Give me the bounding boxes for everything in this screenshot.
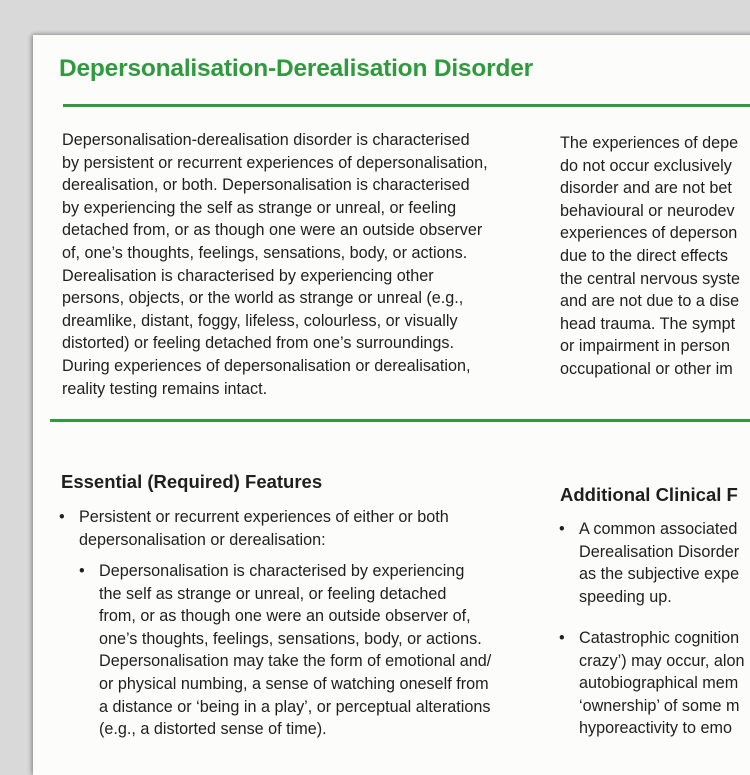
text-line: distorted) or feeling detached from one’s surroundings. bbox=[62, 334, 455, 353]
bullet-icon: • bbox=[79, 562, 85, 580]
text-line: or impairment in person bbox=[560, 337, 731, 356]
text-line: occupational or other im bbox=[560, 359, 733, 378]
text-line: Depersonalisation is characterised by experiencing bbox=[99, 562, 465, 580]
text-line: Depersonalisation-derealisation disorder is characterised bbox=[62, 131, 470, 149]
text-line: A common associated bbox=[579, 520, 738, 538]
list-item bbox=[559, 518, 739, 608]
text-line: experiences of deperson bbox=[560, 224, 738, 243]
text-line: ‘ownership’ of some m bbox=[579, 696, 740, 715]
text-line: dreamlike, distant, foggy, lifeless, colourless, or visually bbox=[62, 311, 458, 330]
list-item bbox=[79, 560, 491, 741]
text-line: the self as strange or unreal, or feeling detached bbox=[99, 584, 447, 603]
text-line: (e.g., a distorted sense of time). bbox=[99, 720, 327, 739]
text-line: from, or as though one were an outside observer of, bbox=[99, 607, 471, 626]
description-paragraph-right bbox=[560, 132, 740, 381]
bullet-icon: • bbox=[559, 520, 565, 538]
description-paragraph-left bbox=[62, 129, 488, 400]
text-line: detached from, or as though one were an outside observer bbox=[62, 221, 483, 240]
text-line: autobiographical mem bbox=[579, 674, 739, 693]
text-line: the central nervous syste bbox=[560, 269, 740, 288]
text-line: do not occur exclusively bbox=[560, 156, 732, 175]
text-line: one’s thoughts, feelings, sensations, body, or actions. bbox=[99, 629, 482, 648]
text-line: by persistent or recurrent experiences of depersonalisation, bbox=[62, 153, 488, 172]
essential-bullet-list bbox=[59, 506, 449, 551]
text-line: behavioural or neurodev bbox=[560, 201, 735, 220]
text-line: reality testing remains intact. bbox=[62, 379, 268, 398]
text-line: persons, objects, or the world as strange or unreal (e.g., bbox=[62, 289, 464, 308]
text-line: Derealisation Disorder bbox=[579, 542, 740, 561]
text-line: crazy’) may occur, alon bbox=[579, 651, 745, 670]
text-line: a distance or ‘being in a play’, or perceptual alterations bbox=[99, 697, 491, 716]
text-line: The experiences of depe bbox=[560, 134, 739, 152]
text-line: derealisation, or both. Depersonalisation is characterised bbox=[62, 176, 470, 195]
list-item bbox=[59, 506, 449, 551]
text-line: Catastrophic cognition bbox=[579, 629, 740, 647]
document-page bbox=[33, 35, 750, 775]
text-line: During experiences of depersonalisation or derealisation, bbox=[62, 356, 471, 375]
text-line: speeding up. bbox=[579, 587, 672, 606]
text-line: Persistent or recurrent experiences of either or both bbox=[79, 508, 449, 526]
list-item bbox=[559, 627, 745, 740]
additional-features-heading: Additional Clinical F bbox=[560, 484, 738, 505]
additional-bullet-list-1 bbox=[559, 518, 739, 608]
text-line: Depersonalisation may take the form of emotional and/ bbox=[99, 652, 492, 671]
text-line: or physical numbing, a sense of watching oneself from bbox=[99, 674, 489, 693]
bullet-icon: • bbox=[59, 508, 65, 526]
page-title: Depersonalisation-Derealisation Disorder bbox=[59, 55, 533, 82]
additional-bullet-list-2 bbox=[559, 627, 745, 740]
text-line: head trauma. The sympt bbox=[560, 314, 736, 333]
text-line: and are not due to a dise bbox=[560, 292, 740, 311]
title-divider bbox=[63, 104, 750, 107]
text-line: due to the direct effects bbox=[560, 246, 728, 265]
essential-features-heading: Essential (Required) Features bbox=[61, 471, 323, 492]
essential-sub-bullet-list bbox=[79, 560, 491, 741]
text-line: hyporeactivity to emo bbox=[579, 719, 732, 738]
text-line: depersonalisation or derealisation: bbox=[79, 530, 326, 549]
text-line: of, one’s thoughts, feelings, sensations, body, or actions. bbox=[62, 243, 468, 262]
text-line: by experiencing the self as strange or unreal, or feeling bbox=[62, 198, 457, 217]
bullet-icon: • bbox=[559, 629, 565, 647]
text-line: as the subjective expe bbox=[579, 565, 740, 584]
text-line: disorder and are not bet bbox=[560, 179, 732, 198]
text-line: Derealisation is characterised by experiencing other bbox=[62, 266, 434, 285]
section-divider bbox=[50, 419, 750, 422]
